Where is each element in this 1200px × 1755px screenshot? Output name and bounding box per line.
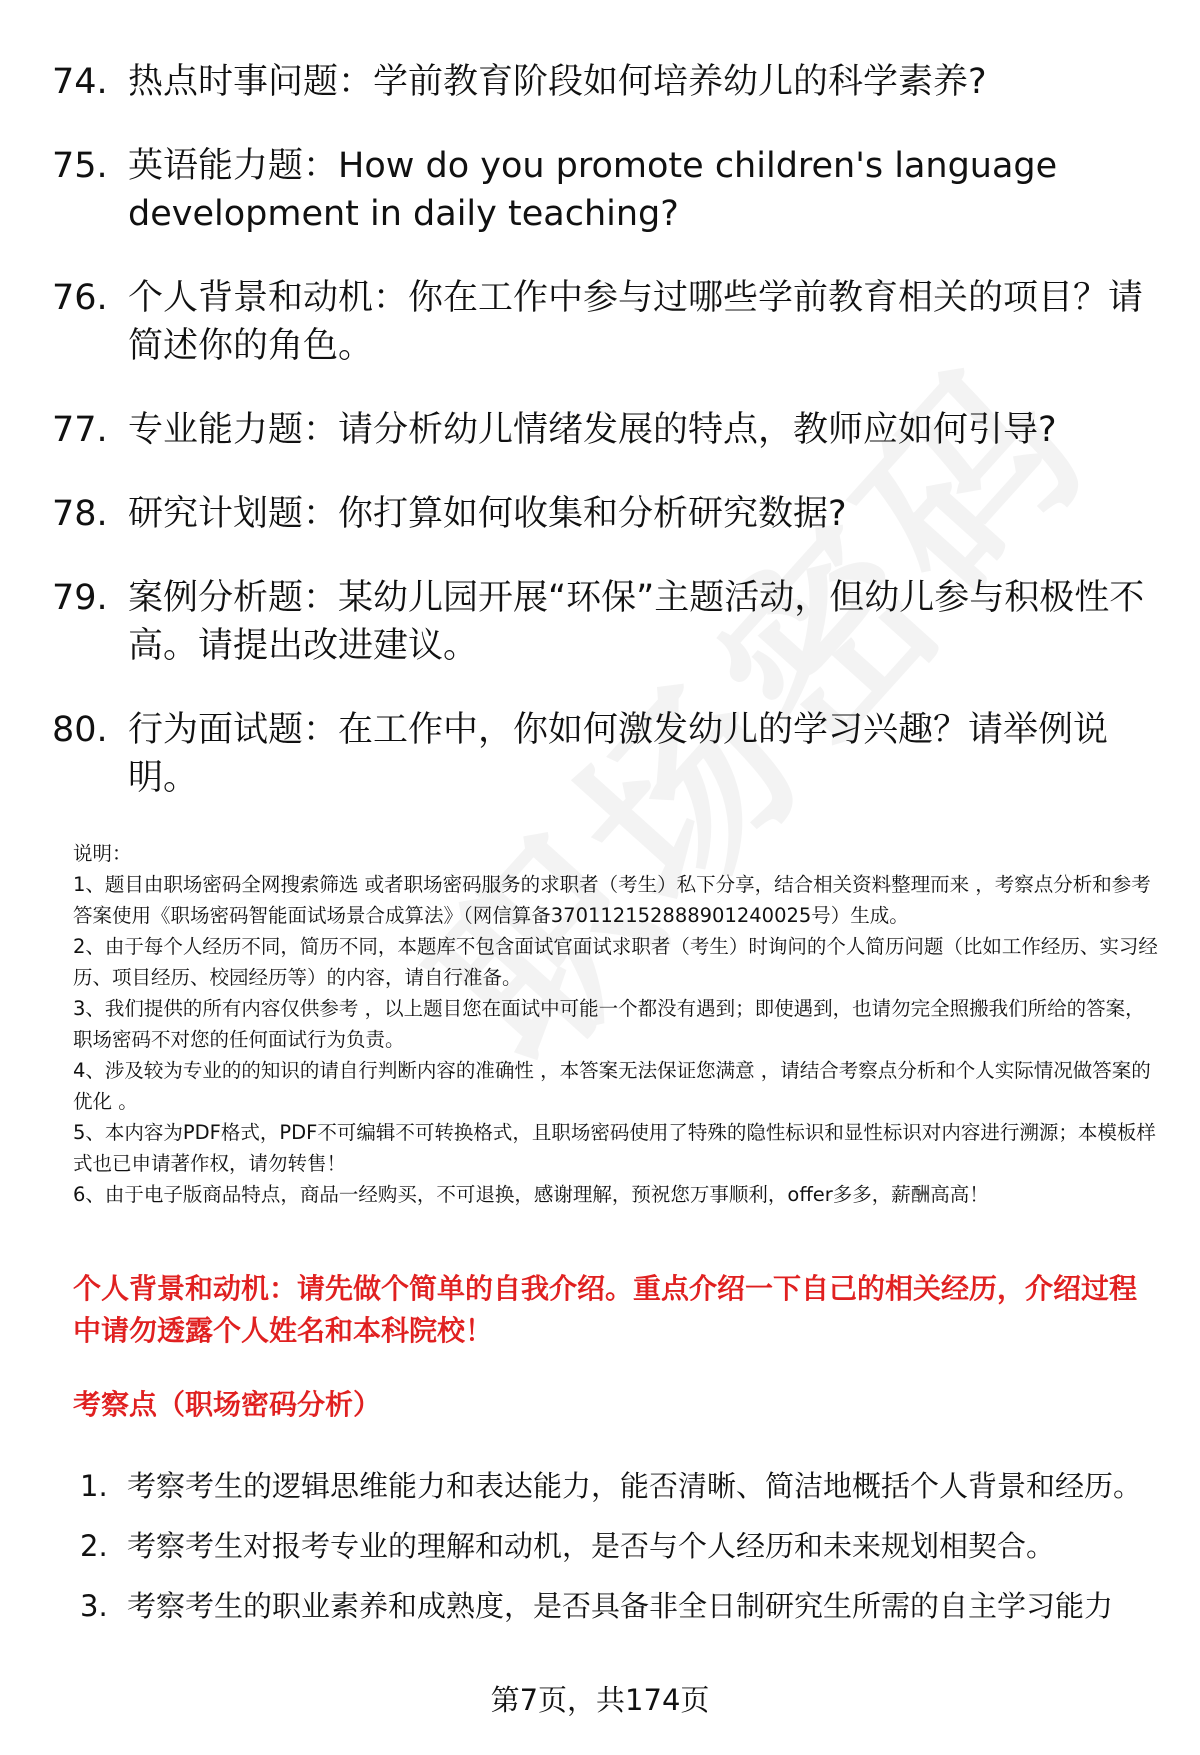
question-number: 74.: [52, 62, 108, 102]
question-number: 78.: [52, 494, 108, 534]
question-item: [52, 490, 1162, 538]
intro-question: 个人背景和动机：请先做个简单的自我介绍。重点介绍一下自己的相关经历，介绍过程中请勿透露个人姓名和本科院校！: [73, 1272, 1138, 1347]
note-item: 6、由于电子版商品特点，商品一经购买，不可退换，感谢理解，预祝您万事顺利，offer多多，薪酬高高！: [73, 1183, 989, 1206]
note-item: 4、涉及较为专业的的知识的请自行判断内容的准确性 ，本答案无法保证您满意 ，请结合考察点分析和个人实际情况做答案的优化 。: [73, 1059, 1151, 1113]
page-footer: 第7页，共174页: [490, 1683, 710, 1717]
point-number: 3.: [80, 1589, 108, 1623]
question-item: [52, 58, 1162, 106]
question-item: [52, 706, 1162, 802]
question-text: 行为面试题：在工作中，你如何激发幼儿的学习兴趣？请举例说明。: [128, 710, 1109, 798]
question-item: [52, 574, 1162, 670]
points-list: [80, 1456, 1160, 1636]
question-text: 热点时事问题：学前教育阶段如何培养幼儿的科学素养?: [128, 62, 987, 102]
question-text: 英语能力题：How do you promote children's language development in daily teaching?: [128, 146, 1058, 234]
note-item: 1、题目由职场密码全网搜索筛选 或者职场密码服务的求职者（考生）私下分享，结合相关资料整理而来 ，考察点分析和参考答案使用《职场密码智能面试场景合成算法》（网信算备370112152888901240025号）生成。: [73, 873, 1151, 927]
question-number: 79.: [52, 578, 108, 618]
point-item: [80, 1456, 1160, 1516]
question-number: 80.: [52, 710, 108, 750]
question-item: [52, 274, 1162, 370]
point-text: 考察考生的职业素养和成熟度，是否具备非全日制研究生所需的自主学习能力: [127, 1589, 1114, 1623]
note-item: 3、我们提供的所有内容仅供参考 ，以上题目您在面试中可能一个都没有遇到；即使遇到，也请勿完全照搬我们所给的答案，职场密码不对您的任何面试行为负责。: [73, 997, 1145, 1051]
note-item: 5、本内容为PDF格式，PDF不可编辑不可转换格式，且职场密码使用了特殊的隐性标识和显性标识对内容进行溯源；本模板样式也已申请著作权，请勿转售！: [73, 1121, 1156, 1175]
question-number: 77.: [52, 410, 108, 450]
question-item: [52, 406, 1162, 454]
question-list: [52, 58, 1162, 838]
note-item: 2、由于每个人经历不同，简历不同，本题库不包含面试官面试求职者（考生）时询问的个人简历问题（比如工作经历、实习经历、项目经历、校园经历等）的内容，请自行准备。: [73, 935, 1158, 989]
point-text: 考察考生的逻辑思维能力和表达能力，能否清晰、简洁地概括个人背景和经历。: [127, 1469, 1143, 1503]
notes-section: [73, 838, 1158, 1210]
notes-heading: 说明：: [73, 842, 132, 865]
point-item: [80, 1516, 1160, 1576]
point-item: [80, 1576, 1160, 1636]
question-item: [52, 142, 1162, 238]
question-text: 案例分析题：某幼儿园开展“环保”主题活动，但幼儿参与积极性不高。请提出改进建议。: [128, 578, 1145, 666]
question-text: 研究计划题：你打算如何收集和分析研究数据?: [128, 494, 847, 534]
point-number: 2.: [80, 1529, 108, 1563]
question-number: 76.: [52, 278, 108, 318]
question-text: 专业能力题：请分析幼儿情绪发展的特点，教师应如何引导?: [128, 410, 1057, 450]
points-heading: 考察点（职场密码分析）: [73, 1388, 382, 1421]
question-text: 个人背景和动机：你在工作中参与过哪些学前教育相关的项目？请简述你的角色。: [128, 278, 1144, 366]
point-text: 考察考生对报考专业的理解和动机，是否与个人经历和未来规划相契合。: [127, 1529, 1056, 1563]
question-number: 75.: [52, 146, 108, 186]
point-number: 1.: [80, 1469, 108, 1503]
